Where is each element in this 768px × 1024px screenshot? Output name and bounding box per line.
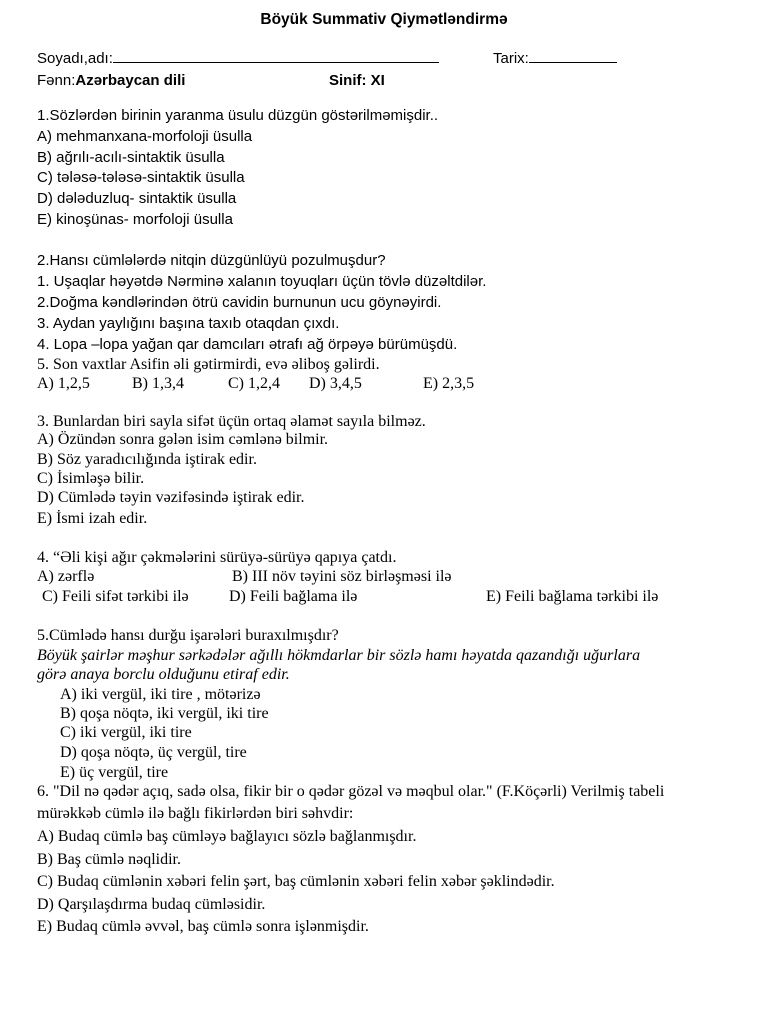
option-e: E) kinoşünas- morfoloji üsulla <box>37 211 233 228</box>
option-a: A) zərflə <box>37 568 95 585</box>
question-text-line-1: 6. "Dil nə qədər açıq, sadə olsa, fikir bir o qədər gözəl və məqbul olar." (F.Köçərli) Verilmiş tabeli <box>37 783 665 800</box>
date-label: Tarix: <box>493 50 529 67</box>
option-d: D) dələduzluq- sintaktik üsulla <box>37 190 237 207</box>
option-b: B) ağrılı-acılı-sintaktik üsulla <box>37 149 225 166</box>
option-e: E) 2,3,5 <box>423 375 475 392</box>
option-b: B) 1,3,4 <box>132 375 184 392</box>
option-d: D) Cümlədə təyin vəzifəsində iştirak edir. <box>37 489 305 506</box>
date-field <box>493 48 617 66</box>
date-blank-line <box>529 48 617 63</box>
option-c: C) Feili sifət tərkibi ilə <box>42 588 189 605</box>
subject-label: Fənn: <box>37 72 76 89</box>
option-c: C) iki vergül, iki tire <box>60 724 192 741</box>
option-d: D) Feili bağlama ilə <box>229 588 358 605</box>
option-d: D) 3,4,5 <box>309 375 362 392</box>
option-c: C) 1,2,4 <box>228 375 280 392</box>
sentence-2: 2.Doğma kəndlərindən ötrü cavidin burnunun ucu göynəyirdi. <box>37 294 442 311</box>
question-text: 5.Cümlədə hansı durğu işarələri buraxılmışdır? <box>37 627 339 644</box>
surname-field <box>37 48 439 66</box>
question-sentence-line-1: Böyük şairlər məşhur sərkədələr ağıllı hökmdarlar bir sözlə hamı həyatda qazandığı uğurlara <box>37 647 641 664</box>
sentence-4: 4. Lopa –lopa yağan qar damcıları ətrafı ağ örpəyə bürümüşdü. <box>37 336 458 353</box>
option-a: A) mehmanxana-morfoloji üsulla <box>37 128 253 145</box>
question-text: 3. Bunlardan biri sayla sifət üçün ortaq əlamət sayıla bilməz. <box>37 413 426 430</box>
question-text: 1.Sözlərdən birinin yaranma üsulu düzgün göstərilməmişdir.. <box>37 107 439 124</box>
subject-field <box>37 73 185 88</box>
question-text: 2.Hansı cümlələrdə nitqin düzgünlüyü pozulmuşdur? <box>37 252 386 269</box>
option-a: A) 1,2,5 <box>37 375 90 392</box>
sentence-1: 1. Uşaqlar həyətdə Nərminə xalanın toyuqları üçün tövlə düzəltdilər. <box>37 273 487 290</box>
surname-label: Soyadı,adı: <box>37 50 113 67</box>
option-a: A) Budaq cümlə baş cümləyə bağlayıcı sözlə bağlanmışdır. <box>37 828 417 845</box>
option-e: E) İsmi izah edir. <box>37 510 148 527</box>
option-c: C) İsimləşə bilir. <box>37 470 145 487</box>
question-text-line-2: mürəkkəb cümlə ilə bağlı fikirlərdən biri səhvdir: <box>37 805 354 822</box>
option-b: B) Söz yaradıcılığında iştirak edir. <box>37 451 257 468</box>
question-text: 4. “Əli kişi ağır çəkmələrini sürüyə-sürüyə qapıya çatdı. <box>37 549 397 566</box>
option-e: E) üç vergül, tire <box>60 764 169 781</box>
surname-blank-line <box>113 48 439 63</box>
option-d: D) qoşa nöqtə, üç vergül, tire <box>60 744 247 761</box>
option-e: E) Budaq cümlə əvvəl, baş cümlə sonra işlənmişdir. <box>37 918 369 935</box>
option-b: B) qoşa nöqtə, iki vergül, iki tire <box>60 705 269 722</box>
sentence-3: 3. Aydan yaylığını başına taxıb otaqdan çıxdı. <box>37 315 340 332</box>
option-c: C) tələsə-tələsə-sintaktik üsulla <box>37 169 245 186</box>
subject-value: Azərbaycan dili <box>75 72 186 89</box>
option-b: B) Baş cümlə nəqlidir. <box>37 851 181 868</box>
option-d: D) Qarşılaşdırma budaq cümləsidir. <box>37 896 266 913</box>
question-sentence-line-2: görə anaya borclu olduğunu etiraf edir. <box>37 666 290 683</box>
option-b: B) III növ təyini söz birləşməsi ilə <box>232 568 452 585</box>
option-e: E) Feili bağlama tərkibi ilə <box>486 588 659 605</box>
option-a: A) Özündən sonra gələn isim cəmlənə bilmir. <box>37 431 329 448</box>
grade-label: Sinif: XI <box>329 72 385 89</box>
page-title: Böyük Summativ Qiymətləndirmə <box>260 11 508 28</box>
sentence-5: 5. Son vaxtlar Asifin əli gətirmirdi, evə əliboş gəlirdi. <box>37 356 380 373</box>
option-a: A) iki vergül, iki tire , mötərizə <box>60 686 261 703</box>
option-c: C) Budaq cümlənin xəbəri felin şərt, baş cümlənin xəbəri felin xəbər şəklindədir. <box>37 873 555 890</box>
